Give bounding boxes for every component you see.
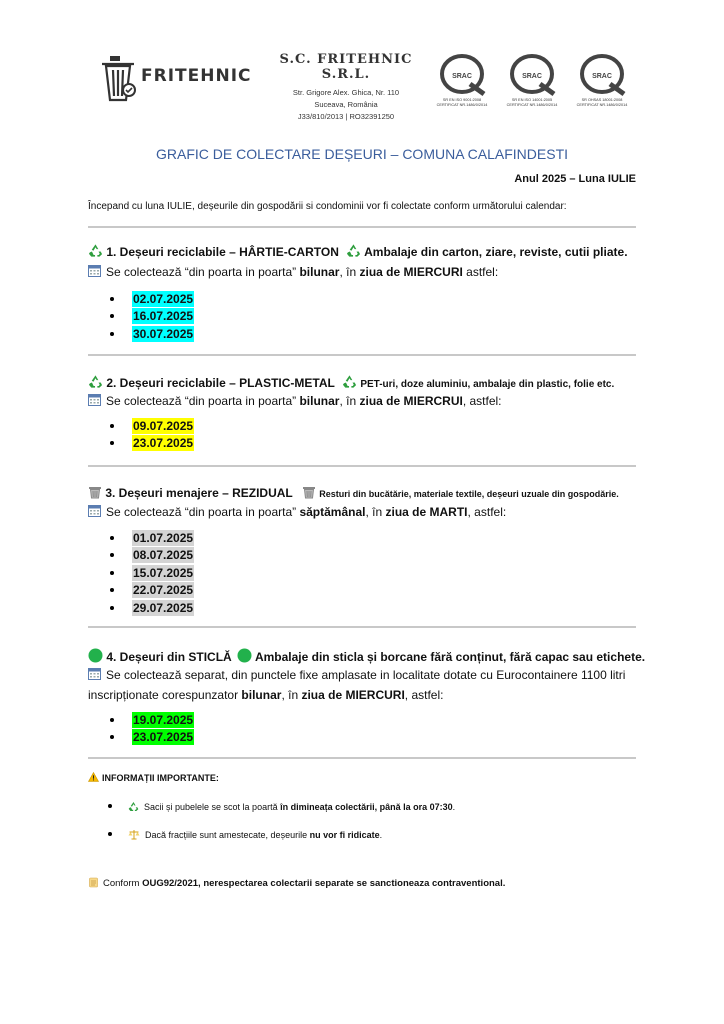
section-4-title: 4. Deșeuri din STICLĂ Ambalaje din sticla și borcane fără conținut, fără capac sau etichete.	[88, 648, 645, 666]
section-4-description: Ambalaje din sticla și borcane fără conținut, fără capac sau etichete.	[254, 650, 646, 664]
logo-text: FRITEHNIC	[141, 66, 252, 86]
srac-logo-text: SRAC	[592, 73, 612, 80]
section-1-schedule: Se colectează “din poarta in poarta” bilunar, în ziua de MIERCURI astfel:	[88, 264, 498, 280]
calendar-icon	[88, 393, 101, 409]
list-item: 01.07.2025	[106, 529, 194, 547]
certificates	[432, 52, 632, 118]
trash-icon	[88, 485, 102, 502]
section-3-dates	[106, 529, 194, 617]
list-item: 19.07.2025	[106, 711, 194, 729]
green-circle-icon	[237, 648, 252, 666]
srac-logo-icon	[502, 52, 562, 98]
company-name: S.C. FRITEHNIC S.R.L.	[279, 52, 413, 82]
certificate-caption: SR EN ISO 9001:2008 CERTIFICAT NR.1486/0/2014	[436, 98, 488, 107]
company-registration: J33/810/2013 | RO32391250	[297, 112, 395, 121]
section-2-schedule: Se colectează “din poarta in poarta” bilunar, în ziua de MIERCRUI, astfel:	[88, 393, 502, 409]
company-city: Suceava, România	[314, 100, 378, 109]
recycle-icon	[346, 243, 361, 261]
divider	[88, 465, 636, 467]
calendar-icon	[88, 264, 101, 280]
divider	[88, 757, 636, 759]
section-2-description: PET-uri, doze aluminiu, ambalaje din plastic, folie etc.	[360, 379, 615, 390]
section-3-description: Resturi din bucătărie, materiale textile, deșeuri uzuale din gospodărie.	[319, 489, 619, 499]
recycle-icon	[342, 374, 357, 392]
green-circle-icon	[88, 648, 103, 666]
certificate-caption: SR OHSAS 18001:2008 CERTIFICAT NR.1486/0/2014	[576, 98, 628, 107]
recycle-icon	[128, 802, 144, 812]
list-item: 23.07.2025	[106, 435, 194, 453]
recycle-icon	[88, 374, 103, 392]
scroll-icon	[88, 878, 103, 889]
srac-logo-text: SRAC	[452, 73, 472, 80]
section-1-description: Ambalaje din carton, ziare, reviste, cutii pliate.	[364, 245, 628, 259]
section-3-schedule: Se colectează “din poarta in poarta” săptămânal, în ziua de MARTI, astfel:	[88, 504, 506, 520]
section-4-schedule: Se colectează separat, din punctele fixe amplasate in localitate dotate cu Eurocontainere 1100 litri inscripționate corespunzator bilunar, în ziua de MIERCURI, astfel:	[88, 668, 626, 702]
list-item: 16.07.2025	[106, 308, 194, 326]
list-item: 23.07.2025	[106, 729, 194, 747]
company-info	[266, 52, 426, 123]
calendar-icon	[88, 667, 101, 686]
list-item: 22.07.2025	[106, 582, 194, 600]
certificate-9001	[432, 52, 492, 118]
srac-logo-text: SRAC	[522, 73, 542, 80]
list-item: 15.07.2025	[106, 564, 194, 582]
company-address: Str. Grigore Alex. Ghica, Nr. 110	[292, 88, 400, 97]
page-title: GRAFIC DE COLECTARE DEȘEURI – COMUNA CALAFINDESTI	[155, 146, 569, 162]
important-info-title: INFORMAȚII IMPORTANTE:	[88, 772, 219, 783]
certificate-14001	[502, 52, 562, 118]
info-bullet-1: Sacii și pubelele se scot la poartă în dimineața colectării, până la ora 07:30.	[108, 801, 455, 812]
section-3-title: 3. Deșeuri menajere – REZIDUAL Resturi din bucătărie, materiale textile, deșeuri uzuale din gospodărie.	[88, 485, 619, 502]
certificate-18001	[572, 52, 632, 118]
scales-icon	[128, 830, 145, 840]
section-4-dates	[106, 711, 194, 746]
list-item: 29.07.2025	[106, 599, 194, 617]
srac-logo-icon	[572, 52, 632, 98]
list-item: 09.07.2025	[106, 417, 194, 435]
list-item: 30.07.2025	[106, 325, 194, 343]
warning-icon	[88, 773, 102, 783]
trash-icon	[302, 485, 316, 502]
divider	[88, 226, 636, 228]
section-1-title: 1. Deșeuri reciclabile – HÂRTIE-CARTON Ambalaje din carton, ziare, reviste, cutii pliate.	[88, 243, 628, 261]
srac-logo-icon	[432, 52, 492, 98]
calendar-icon	[88, 504, 101, 520]
legal-note: Conform OUG92/2021, nerespectarea colectarii separate se sanctioneaza contraventional.	[88, 877, 505, 889]
info-bullet-2: Dacă fracțiile sunt amestecate, deșeurile nu vor fi ridicate.	[108, 829, 382, 840]
certificate-caption: SR EN ISO 14001:2005 CERTIFICAT NR.1486/0/2014	[506, 98, 558, 107]
divider	[88, 626, 636, 628]
year-month: Anul 2025 – Luna IULIE	[514, 173, 636, 185]
list-item: 08.07.2025	[106, 547, 194, 565]
divider	[88, 354, 636, 356]
intro-text: Începand cu luna IULIE, deșeurile din gospodării si condominii vor fi colectate conform următorului calendar:	[88, 201, 567, 212]
section-1-dates	[106, 290, 194, 343]
recycle-icon	[88, 243, 103, 261]
section-2-title: 2. Deșeuri reciclabile – PLASTIC-METAL PET-uri, doze aluminiu, ambalaje din plastic, folie etc.	[88, 374, 614, 392]
list-item: 02.07.2025	[106, 290, 194, 308]
section-2-dates	[106, 417, 194, 452]
